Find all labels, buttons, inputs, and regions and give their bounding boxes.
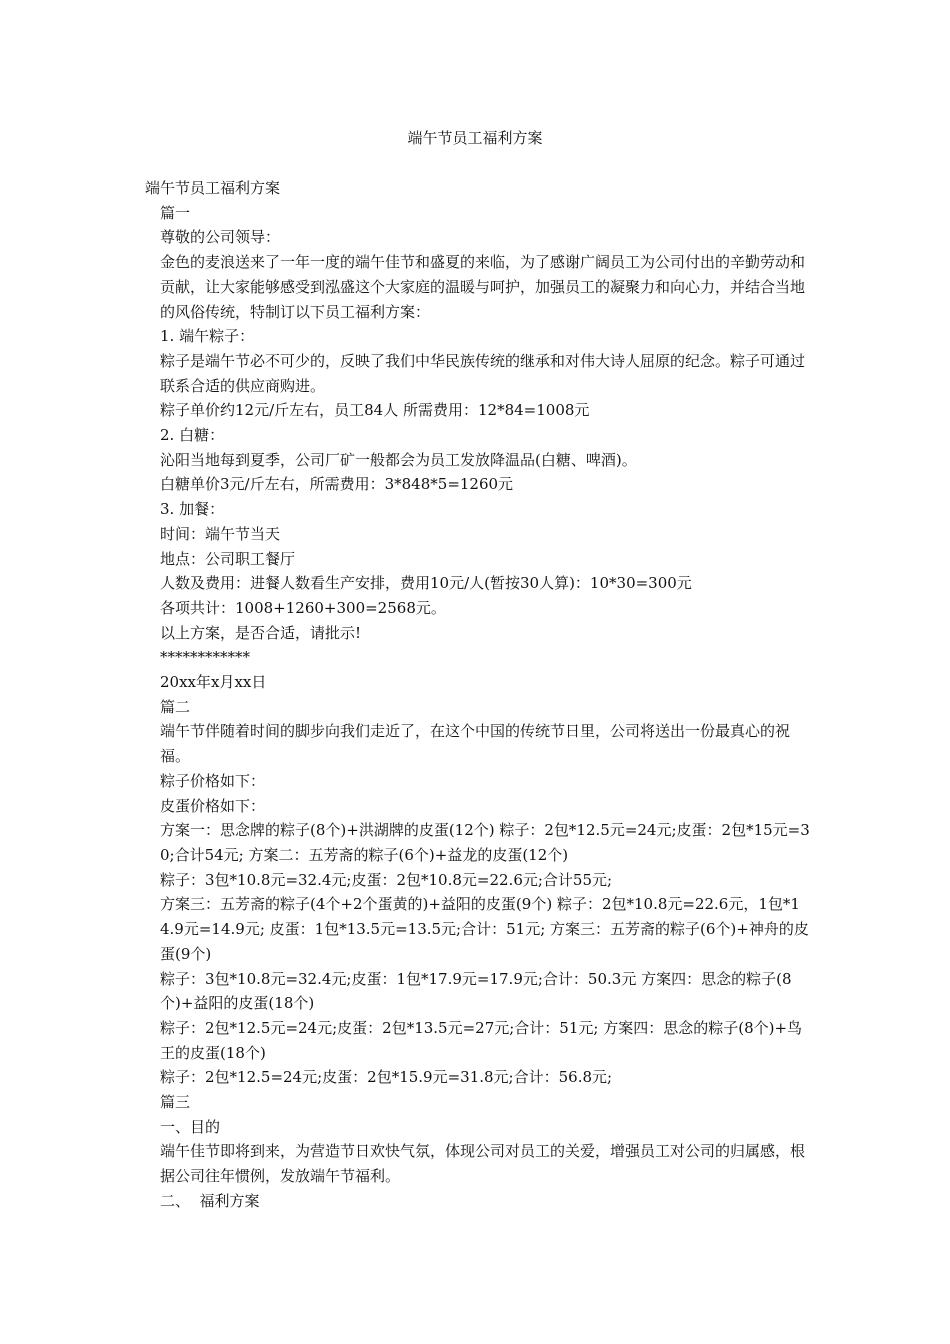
- paragraph-line: 粽子：3包*10.8元=32.4元;皮蛋：2包*10.8元=22.6元;合计55元;: [160, 870, 613, 889]
- paragraph-line: 篇一: [160, 203, 191, 222]
- paragraph-line: 粽子：2包*12.5元=24元;皮蛋：2包*13.5元=27元;合计：51元; 方案四：思念的粽子(8个)+鸟王的皮蛋(18个): [160, 1018, 803, 1062]
- paragraph-line: 粽子单价约12元/斤左右，员工84人 所需费用：12*84=1008元: [160, 401, 590, 420]
- paragraph-line: 3. 加餐：: [160, 500, 225, 519]
- paragraph-line: 端午佳节即将到来，为营造节日欢快气氛，体现公司对员工的关爱，增强员工对公司的归属感，根据公司往年惯例，发放端午节福利。: [160, 1142, 806, 1186]
- paragraph-line: 粽子是端午节必不可少的，反映了我们中华民族传统的继承和对伟大诗人屈原的纪念。粽子可通过联系合适的供应商购进。: [160, 351, 806, 395]
- page-title: 端午节员工福利方案: [407, 129, 543, 147]
- paragraph-line: 沁阳当地每到夏季，公司厂矿一般都会为员工发放降温品(白糖、啤酒)。: [160, 450, 637, 469]
- paragraph-line: 粽子：3包*10.8元=32.4元;皮蛋：1包*17.9元=17.9元;合计：50.3元 方案四：思念的粽子(8个)+益阳的皮蛋(18个): [160, 969, 792, 1013]
- paragraph-line: 端午节员工福利方案: [145, 179, 281, 197]
- paragraph-line: 金色的麦浪送来了一年一度的端午佳节和盛夏的来临，为了感谢广阔员工为公司付出的辛勤劳动和贡献，让大家能够感受到泓盛这个大家庭的温暖与呵护，加强员工的凝聚力和向心力，并结合当地的风俗传统，特制订以下员工福利方案：: [160, 253, 806, 321]
- paragraph-line: 粽子：2包*12.5=24元;皮蛋：2包*15.9元=31.8元;合计：56.8元;: [160, 1068, 613, 1087]
- paragraph-line: 地点：公司职工餐厅: [160, 549, 296, 568]
- paragraph-line: 一、目的: [160, 1117, 221, 1136]
- document-body: [145, 176, 810, 1214]
- paragraph-line: 粽子价格如下：: [160, 771, 266, 790]
- paragraph-line: ************: [160, 648, 250, 667]
- paragraph-line: 各项共计：1008+1260+300=2568元。: [160, 598, 446, 617]
- paragraph-line: 方案三：五芳斋的粽子(4个+2个蛋黄的)+益阳的皮蛋(9个) 粽子：2包*10.8元=22.6元，1包*14.9元=14.9元; 皮蛋：1包*13.5元=13.5元;合计：51元; 方案三：五芳斋的粽子(6个)+神舟的皮蛋(9个): [160, 895, 809, 963]
- paragraph-line: 2. 白糖：: [160, 426, 225, 445]
- paragraph-line: 方案一：思念牌的粽子(8个)+洪湖牌的皮蛋(12个) 粽子：2包*12.5元=24元;皮蛋：2包*15元=30;合计54元; 方案二：五芳斋的粽子(6个)+益龙的皮蛋(12个): [160, 821, 810, 864]
- paragraph-line: 皮蛋价格如下：: [160, 796, 266, 815]
- paragraph-line: 人数及费用：进餐人数看生产安排，费用10元/人(暂按30人算)：10*30=300元: [160, 574, 692, 593]
- paragraph-line: 20xx年x月xx日: [160, 673, 267, 692]
- paragraph-line: 尊敬的公司领导：: [160, 228, 281, 247]
- paragraph-line: 篇二: [160, 697, 191, 716]
- paragraph-line: 篇三: [160, 1093, 191, 1112]
- paragraph-line: 二、 福利方案: [160, 1191, 260, 1210]
- paragraph-line: 以上方案，是否合适，请批示!: [160, 623, 362, 642]
- paragraph-line: 时间：端午节当天: [160, 524, 281, 543]
- paragraph-line: 端午节伴随着时间的脚步向我们走近了，在这个中国的传统节日里，公司将送出一份最真心的祝福。: [160, 722, 791, 766]
- paragraph-line: 1. 端午粽子：: [160, 327, 255, 346]
- paragraph-line: 白糖单价3元/斤左右，所需费用：3*848*5=1260元: [160, 475, 514, 494]
